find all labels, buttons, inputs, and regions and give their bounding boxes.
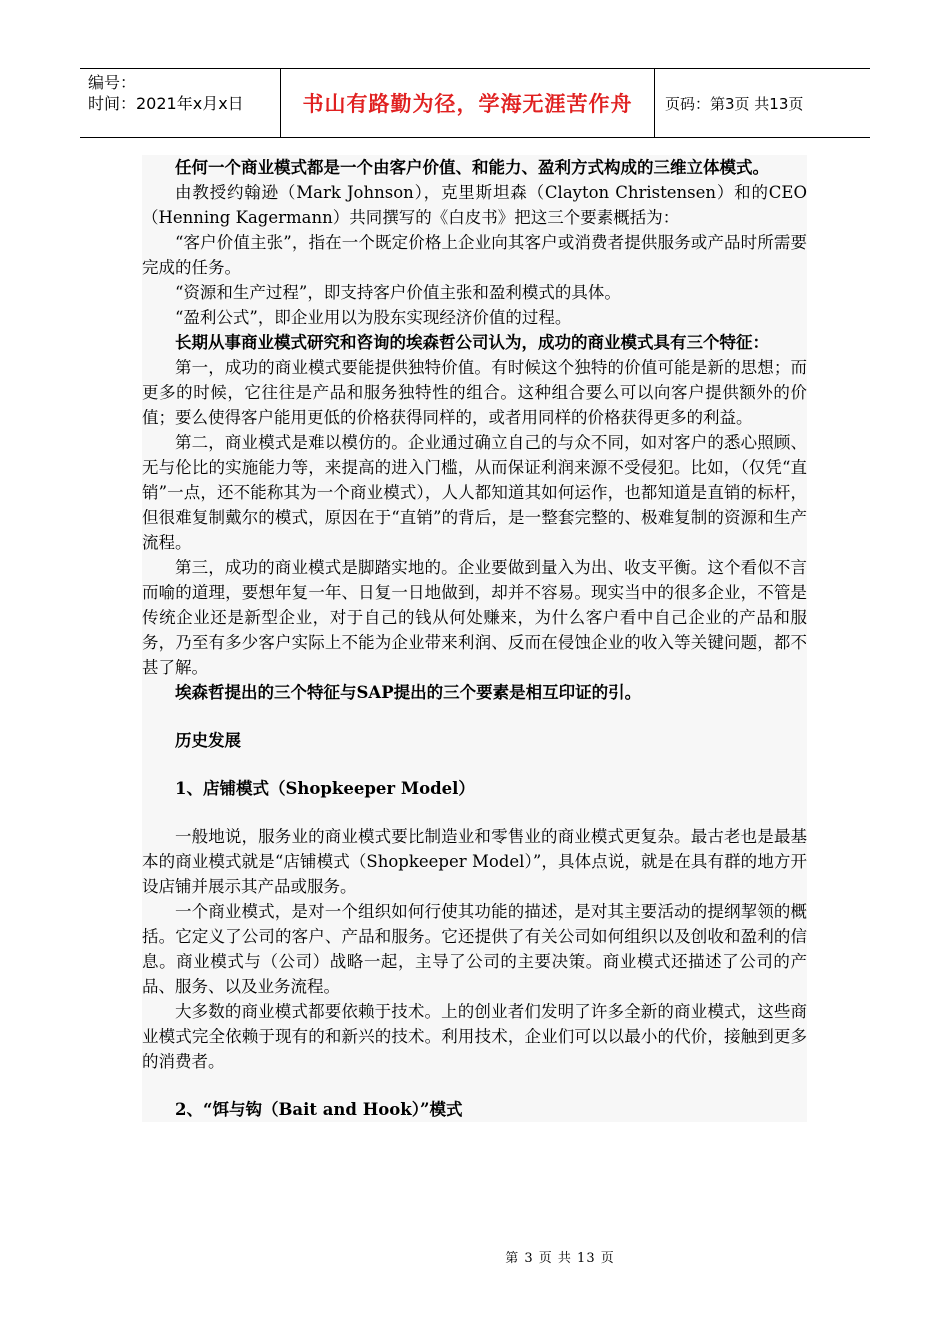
paragraph: 任何一个商业模式都是一个由客户价值、和能力、盈利方式构成的三维立体模式。 <box>175 158 769 177</box>
paragraph: 由教授约翰逊（Mark Johnson），克里斯坦森（Clayton Christensen）和的CEO（Henning Kagermann）共同撰写的《白皮书》把这三个要素概括为： <box>142 183 807 227</box>
header-motto: 书山有路勤为径，学海无涯苦作舟 <box>281 69 655 137</box>
document-number-label: 编号： <box>88 73 137 92</box>
page-footer: 第 3 页 共 13 页 <box>505 1251 615 1266</box>
section-heading: 历史发展 <box>175 731 241 750</box>
paragraph: 一般地说，服务业的商业模式要比制造业和零售业的商业模式更复杂。最古老也是最基本的商业模式就是“店铺模式（Shopkeeper Model）”，具体点说，就是在具有群的地方开设店铺并展示其产品或服务。 <box>142 827 807 896</box>
paragraph: 第一，成功的商业模式要能提供独特价值。有时候这个独特的价值可能是新的思想；而更多的时候，它往往是产品和服务独特性的组合。这种组合要么可以向客户提供额外的价值；要么使得客户能用更低的价格获得同样的，或者用同样的价格获得更多的利益。 <box>142 358 807 427</box>
subsection-heading: 1、店铺模式（Shopkeeper Model） <box>175 779 475 798</box>
subsection-heading: 2、“饵与钩（Bait and Hook）”模式 <box>175 1100 463 1119</box>
paragraph: 第二，商业模式是难以模仿的。企业通过确立自己的与众不同，如对客户的悉心照顾、无与伦比的实施能力等，来提高的进入门槛，从而保证利润来源不受侵犯。比如，（仅凭“直销”一点，还不能称其为一个商业模式），人人都知道其如何运作，也都知道是直销的标杆，但很难复制戴尔的模式，原因在于“直销”的背后，是一整套完整的、极难复制的资源和生产流程。 <box>142 433 807 552</box>
paragraph: 一个商业模式，是对一个组织如何行使其功能的描述，是对其主要活动的提纲挈领的概括。它定义了公司的客户、产品和服务。它还提供了有关公司如何组织以及创收和盈利的信息。商业模式与（公司）战略一起，主导了公司的主要决策。商业模式还描述了公司的产品、服务、以及业务流程。 <box>142 902 807 996</box>
paragraph: “资源和生产过程”，即支持客户价值主张和盈利模式的具体。 <box>175 283 621 302</box>
paragraph: 埃森哲提出的三个特征与SAP提出的三个要素是相互印证的引。 <box>175 683 642 702</box>
paragraph: 长期从事商业模式研究和咨询的埃森哲公司认为，成功的商业模式具有三个特征： <box>175 333 769 352</box>
paragraph: 第三，成功的商业模式是脚踏实地的。企业要做到量入为出、收支平衡。这个看似不言而喻的道理，要想年复一年、日复一日地做到，却并不容易。现实当中的很多企业，不管是传统企业还是新型企业，对于自己的钱从何处赚来，为什么客户看中自己企业的产品和服务，乃至有多少客户实际上不能为企业带来利润、反而在侵蚀企业的收入等关键问题，都不甚了解。 <box>142 558 807 677</box>
paragraph: 大多数的商业模式都要依赖于技术。上的创业者们发明了许多全新的商业模式，这些商业模式完全依赖于现有的和新兴的技术。利用技术，企业们可以以最小的代价，接触到更多的消费者。 <box>142 1002 807 1071</box>
paragraph: “盈利公式”，即企业用以为股东实现经济价值的过程。 <box>175 308 572 327</box>
header-meta <box>80 69 281 137</box>
page-header <box>80 68 870 138</box>
document-body <box>142 155 807 1122</box>
document-time-label: 时间：2021年x月x日 <box>88 94 244 113</box>
header-page-number: 页码：第3页 共13页 <box>665 94 804 113</box>
paragraph: “客户价值主张”，指在一个既定价格上企业向其客户或消费者提供服务或产品时所需要完成的任务。 <box>142 233 807 277</box>
